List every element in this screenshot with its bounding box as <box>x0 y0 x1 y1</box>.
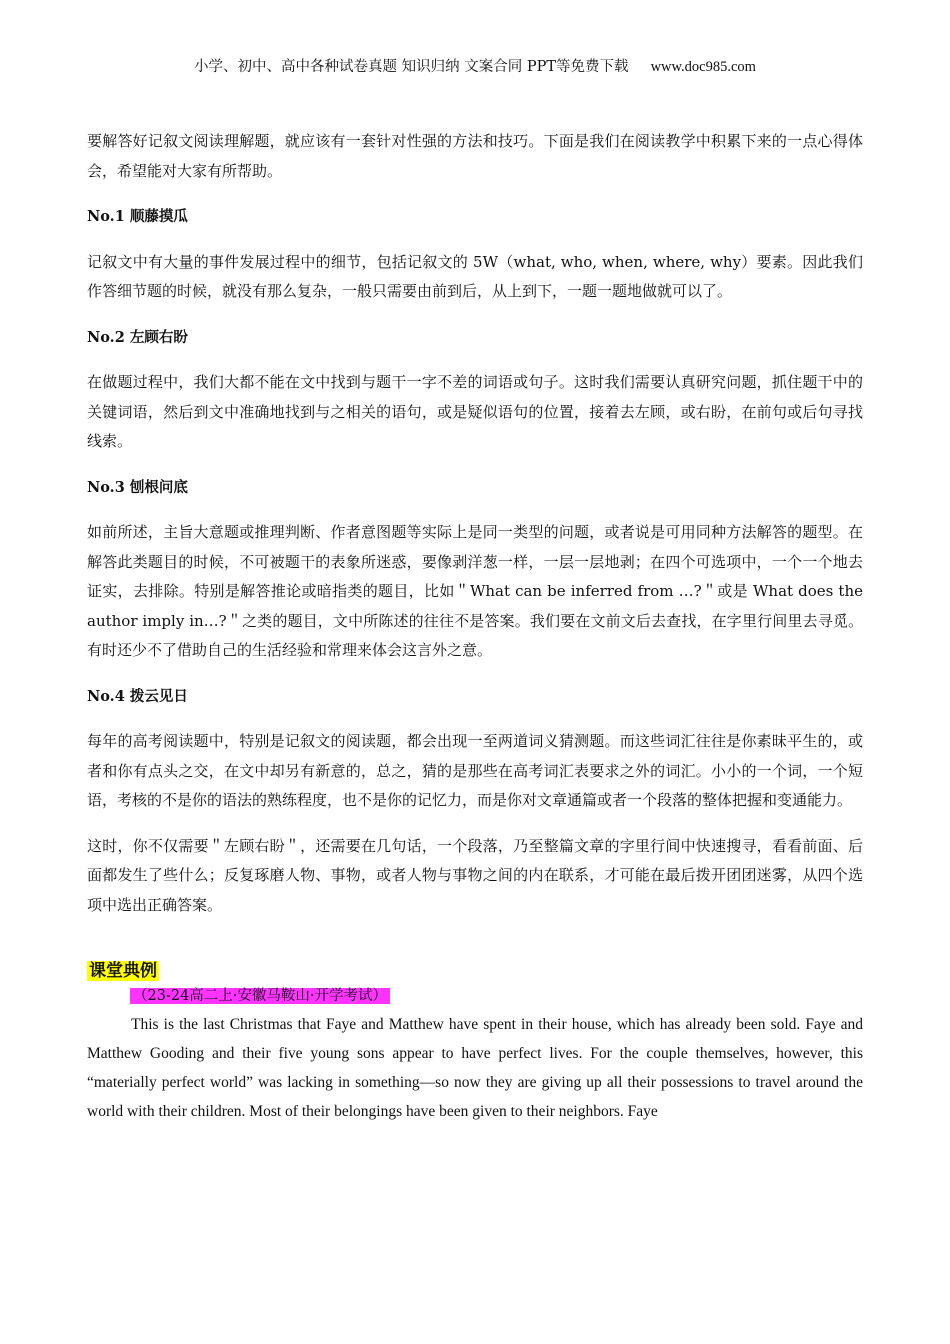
section-paragraph: 在做题过程中，我们大都不能在文中找到与题干一字不差的词语或句子。这时我们需要认真研究问题，抓住题干中的关键词语，然后到文中准确地找到与之相关的语句，或是疑似语句的位置，接着去左顾，或右盼，在前句或后句寻找线索。 <box>87 373 863 450</box>
example-heading-text: 课堂典例 <box>89 961 157 981</box>
example-heading <box>87 958 863 984</box>
section-paragraph: 每年的高考阅读题中，特别是记叙文的阅读题，都会出现一至两道词义猜测题。而这些词汇往往是你素昧平生的，或者和你有点头之交，在文中却另有新意的，总之，猜的是那些在高考词汇表要求之外的词汇。小小的一个词，一个短语，考核的不是你的语法的熟练程度，也不是你的记忆力，而是你对文章通篇或者一个段落的整体把握和变通能力。 <box>87 732 863 809</box>
example-source-text: （23-24高二上·安徽马鞍山·开学考试） <box>130 988 390 1004</box>
section-title: No.3 刨根问底 <box>87 478 188 496</box>
section-paragraph: 如前所述，主旨大意题或推理判断、作者意图题等实际上是同一类型的问题，或者说是可用同种方法解答的题型。在解答此类题目的时候，不可被题干的表象所迷惑，要像剥洋葱一样，一层一层地剥；在四个可选项中，一个一个地去证实，去排除。特别是解答推论或暗指类的题目，比如＂What can be inferred from …?＂或是 What does the author imply in…?＂之类的题目，文中所陈述的往往不是答案。我们要在文前文后去查找，在字里行间里去寻觅。有时还少不了借助自己的生活经验和常理来体会这言外之意。 <box>87 523 863 659</box>
document-body <box>87 127 863 1126</box>
header-text: 小学、初中、高中各种试卷真题 知识归纳 文案合同 PPT等免费下载 <box>194 59 629 75</box>
section-paragraph: 记叙文中有大量的事件发展过程中的细节，包括记叙文的 5W（what, who, when, where, why）要素。因此我们作答细节题的时候，就没有那么复杂，一般只需要由前到后，从上到下，一题一题地做就可以了。 <box>87 252 863 300</box>
section-title: No.1 顺藤摸瓜 <box>87 208 188 225</box>
reading-passage: This is the last Christmas that Faye and Matthew have spent in their house, which has already been sold. Faye and Matthew Gooding and their five young sons appear to have perfect lives. For the couple themselves, however, this “materially perfect world” was lacking in something—so now they are giving up all their possessions to travel around the world with their children. Most of their belongings have been given to their neighbors. Faye <box>87 1016 863 1120</box>
header-url[interactable]: www.doc985.com <box>650 59 756 75</box>
section-title: No.4 拨云见日 <box>87 687 188 705</box>
section-title: No.2 左顾右盼 <box>87 328 188 346</box>
intro-paragraph: 要解答好记叙文阅读理解题，就应该有一套针对性强的方法和技巧。下面是我们在阅读教学中积累下来的一点心得体会，希望能对大家有所帮助。 <box>87 132 863 180</box>
section-paragraph: 这时，你不仅需要＂左顾右盼＂，还需要在几句话，一个段落，乃至整篇文章的字里行间中快速搜寻，看看前面、后面都发生了些什么；反复琢磨人物、事物，或者人物与事物之间的内在联系，才可能在最后拨开团团迷雾，从四个选项中选出正确答案。 <box>87 836 863 914</box>
example-source <box>130 986 863 1006</box>
page-header <box>0 57 950 77</box>
